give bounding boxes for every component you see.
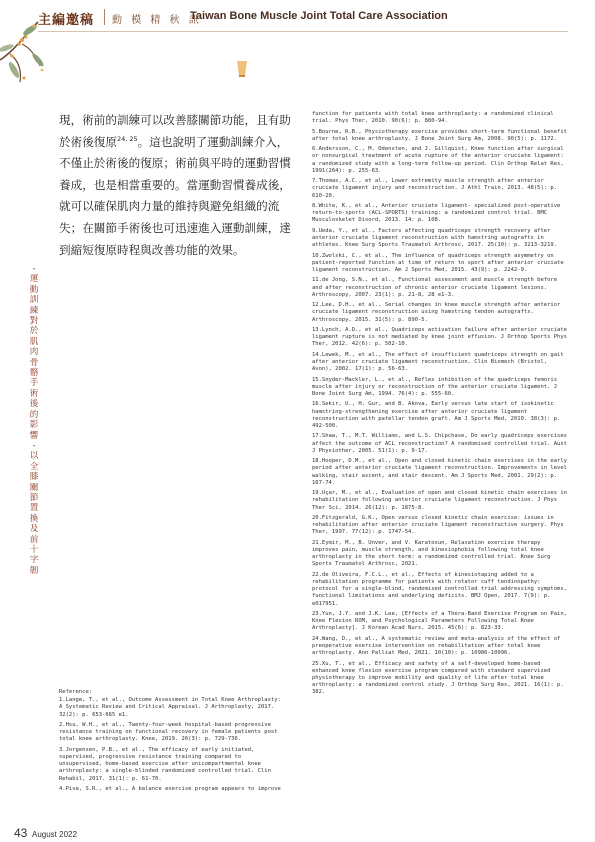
reference-item: 9.Ueda, Y., et al., Factors affecting quadriceps strength recovery after anterior cruciate ligament reconstruction with hamstring autografts in athletes. Knee Surg Sports Traumatol Arthrosc, 2017. 25(10): p. 3213-3219. — [312, 227, 558, 249]
main-paragraph — [59, 110, 294, 261]
header-rule — [38, 31, 568, 32]
text-line: 養成，也是相當重要的。當運動習慣養成後， — [59, 177, 291, 192]
issue-date: August 2022 — [32, 830, 77, 839]
article-side-title: - 運動訓練對於肌肉骨骼手術後的影響 - 以全膝關節置換及前十字韌 — [29, 264, 39, 576]
text-line: 到縮短復原時程與改善功能的效果。 — [59, 242, 245, 257]
citation-superscript: 24, 25 — [116, 134, 138, 143]
section-title: 主編邀稿 — [38, 13, 95, 28]
reference-item: 19.Uçar, M., et al., Evaluation of open and closed kinetic chain exercises in rehabilitation following anterior cruciate ligament reconstruction. J Phys Ther Sci, 2014. 26(12): p. 1875-8. — [312, 490, 571, 511]
reference-item: 22.de Oliveira, F.C.L., et al., Effects of kinesiotaping added to a rehabilitation programme for patients with rotator cuff tendinopathy: protocol for a single-blind, randomised controlled trial addressing symptoms, functional limitations and underlying deficits. BMJ Open, 2017. 7(9): p. e017951. — [312, 571, 571, 607]
reference-item: 17.Shaw, T., M.T. Williams, and L.S. Chipchase, Do early quadriceps exercises affect the outcome of ACL reconstruction? A randomised controlled trial. Aust J Physiother, 2005. 51(1): p. 9-17. — [312, 433, 571, 454]
lantern-icon — [235, 60, 249, 78]
reference-item: 12.Lee, D.H., et al., Serial changes in knee muscle strength after anterior cruciate ligament reconstruction using hamstring tendon autografts. Arthroscopy, 2015. 31(5): p. 890-5. — [312, 302, 564, 323]
reference-list-left — [59, 689, 287, 796]
reference-item: 13.Lynch, A.D., et al., Quadriceps activation failure after anterior cruciate ligament rupture is not mediated by knee joint effusion. J Orthop Sports Phys Ther, 2012. 42(6): p. 502-10. — [312, 326, 571, 348]
reference-item: 6.Andersson, C., M. Odensten, and J. Gillquist, Knee function after surgical or nonsurgical treatment of acute rupture of the anterior cruciate ligament: a randomized study with a long-term follow-up period. Clin Orthop Relat Res, 1991(264): p. 255-63. — [312, 146, 567, 174]
reference-item: 4.Piva, S.R., et al., A balance exercise program appears to improve — [59, 786, 281, 792]
text-line: 失；在關節手術後也可迅速進入運動訓練，達 — [59, 220, 291, 235]
reference-heading: Reference: — [59, 689, 93, 695]
text-line: 現，術前的訓練可以改善膝關節功能，且有助 — [59, 113, 291, 127]
reference-item: 21.Eymir, M., B. Unver, and V. Karatosun, Relaxation exercise therapy improves pain, muscle strength, and kinesiophobia following total knee arthroplasty in the short term: a randomized controlled trial. Knee Surg Sports Traumatol Arthrosc, 2021. — [312, 539, 554, 568]
text-line: 於術後復原$^{24, 25}$。這也說明了運動訓練介入， — [59, 134, 289, 149]
page-header — [0, 0, 595, 36]
reference-item: 20.Fitzgerald, G.K., Open versus closed kinetic chain exercise: issues in rehabilitation after anterior cruciate ligament reconstructive surgery. Phys Ther, 1997. 77(12): p. 1747-54. — [312, 514, 567, 536]
reference-list-right — [312, 111, 570, 700]
text-line: 就可以確保肌肉力量的維持與避免組織的流 — [59, 199, 280, 214]
header-divider — [104, 9, 105, 25]
reference-item: 5.Bourne, R.B., Physiotherapy exercise provides short-term functional benefit after total knee arthroplasty. J Bone Joint Surg Am, 2008. 90(5): p. 1172. — [312, 128, 571, 142]
publication-name-cn: 動 模 精 秋 訊 — [112, 15, 202, 26]
reference-item: 16.Sekir, U., H. Gur, and B. Akova, Early versus late start of isokinetic hamstring-strengthening exercise after anterior cruciate ligament reconstruction with patellar tendon graft. Am J Sports Med, 2010. 38(3): p. 492-500. — [312, 401, 564, 429]
reference-item: 1.Lange, T., et al., Outcome Assessment in Total Knee Arthroplasty: A Systematic Review and Critical Appraisal. J Arthroplasty, 2017. 32(2): p. 653-665 e1. — [59, 697, 285, 718]
reference-item: 24.Wang, D., et al., A systematic review and meta-analysis of the effect of preoperative exercise intervention on rehabilitation after total knee arthroplasty. Ann Palliat Med, 2021. 10(10): p. 10986-10996. — [312, 635, 564, 657]
text-line: 不僅止於術後的復原；術前與平時的運動習慣 — [59, 156, 291, 171]
reference-item: 14.Lewek, M., et al., The effect of insufficient quadriceps strength on gait after anterior cruciate ligament reconstruction. Clin Biomech (Bristol, Avon), 2002. 17(1): p. 56-63. — [312, 351, 567, 373]
reference-item: 2.Hsu, W.H., et al., Twenty-four-week hospital-based progressive resistance training on functional recovery in female patients post total knee arthroplasty. Knee, 2019. 26(3): p. 729-736. — [59, 722, 281, 743]
publication-name-en: Taiwan Bone Muscle Joint Total Care Association — [190, 10, 448, 22]
reference-item: function for patients with total knee arthroplasty: a randomized clinical trial. Phys Ther, 2010. 90(6): p. 880-94. — [312, 111, 558, 125]
reference-item: 15.Snyder-Mackler, L., et al., Reflex inhibition of the quadriceps femoris muscle after injury or reconstruction of the anterior cruciate ligament. J Bone Joint Surg Am, 1994. 76(4): p. 555-60. — [312, 376, 561, 397]
reference-item: 23.Yun, J.Y. and J.K. Lee, [Effects of a Thera-Band Exercise Program on Pain, Knee Flexion ROM, and Psychological Parameters Following Total Knee Arthroplasty]. J Korean Acad Nurs, 2015. 45(6): p. 823-33. — [312, 610, 571, 632]
branch-decoration-icon — [0, 0, 80, 110]
reference-item: 10.Zwolski, C., et al., The influence of quadriceps strength asymmetry on patient-reported function at time of return to sport after anterior cruciate ligament reconstruction. Am J Sports Med, 2015. 43(9): p. 2242-9. — [312, 252, 567, 273]
reference-item: 18.Hooper, D.M., et al., Open and closed kinetic chain exercises in the early period after anterior cruciate ligament reconstruction. Improvements in level walking, stair ascent, and stair descent. Am J Sports Med, 2001. 29(2): p. 167-74. — [312, 458, 571, 486]
reference-item: 25.Xu, T., et al., Efficacy and safety of a self-developed home-based enhanced knee flexion exercise program compared with standard supervised physiotherapy to improve mobility and quality of life after total knee arthroplasty: a randomized control study. J Orthop Surg Res, 2021. 16(1): p. 382. — [312, 660, 567, 696]
reference-item: 11.de Jong, S.N., et al., Functional assessment and muscle strength before and after reconstruction of chronic anterior cruciate ligament lesions. Arthroscopy, 2007. 23(1): p. 21-8, 28 e1-3. — [312, 277, 561, 298]
reference-item: 8.White, K., et al., Anterior cruciate ligament- specialized post-operative return-to-sports (ACL-SPORTS) training: a randomized control trial. BMC Musculoskelet Disord, 2013. 14: p. 108. — [312, 202, 564, 224]
reference-item: 7.Thomas, A.C., et al., Lower extremity muscle strength after anterior cruciate ligament injury and reconstruction. J Athl Train, 2013. 48(5): p. 610-20. — [312, 178, 561, 199]
page-number: 43 — [14, 826, 28, 840]
reference-item: 3.Jorgensen, P.B., et al., The efficacy of early initiated, supervised, progressive resistance training compared to unsupervised, home-based exercise after unicompartmental knee arthroplasty: a single-blinded randomized controlled trial. Clin Rehabil, 2017. 31(1): p. 61-70. — [59, 746, 275, 782]
